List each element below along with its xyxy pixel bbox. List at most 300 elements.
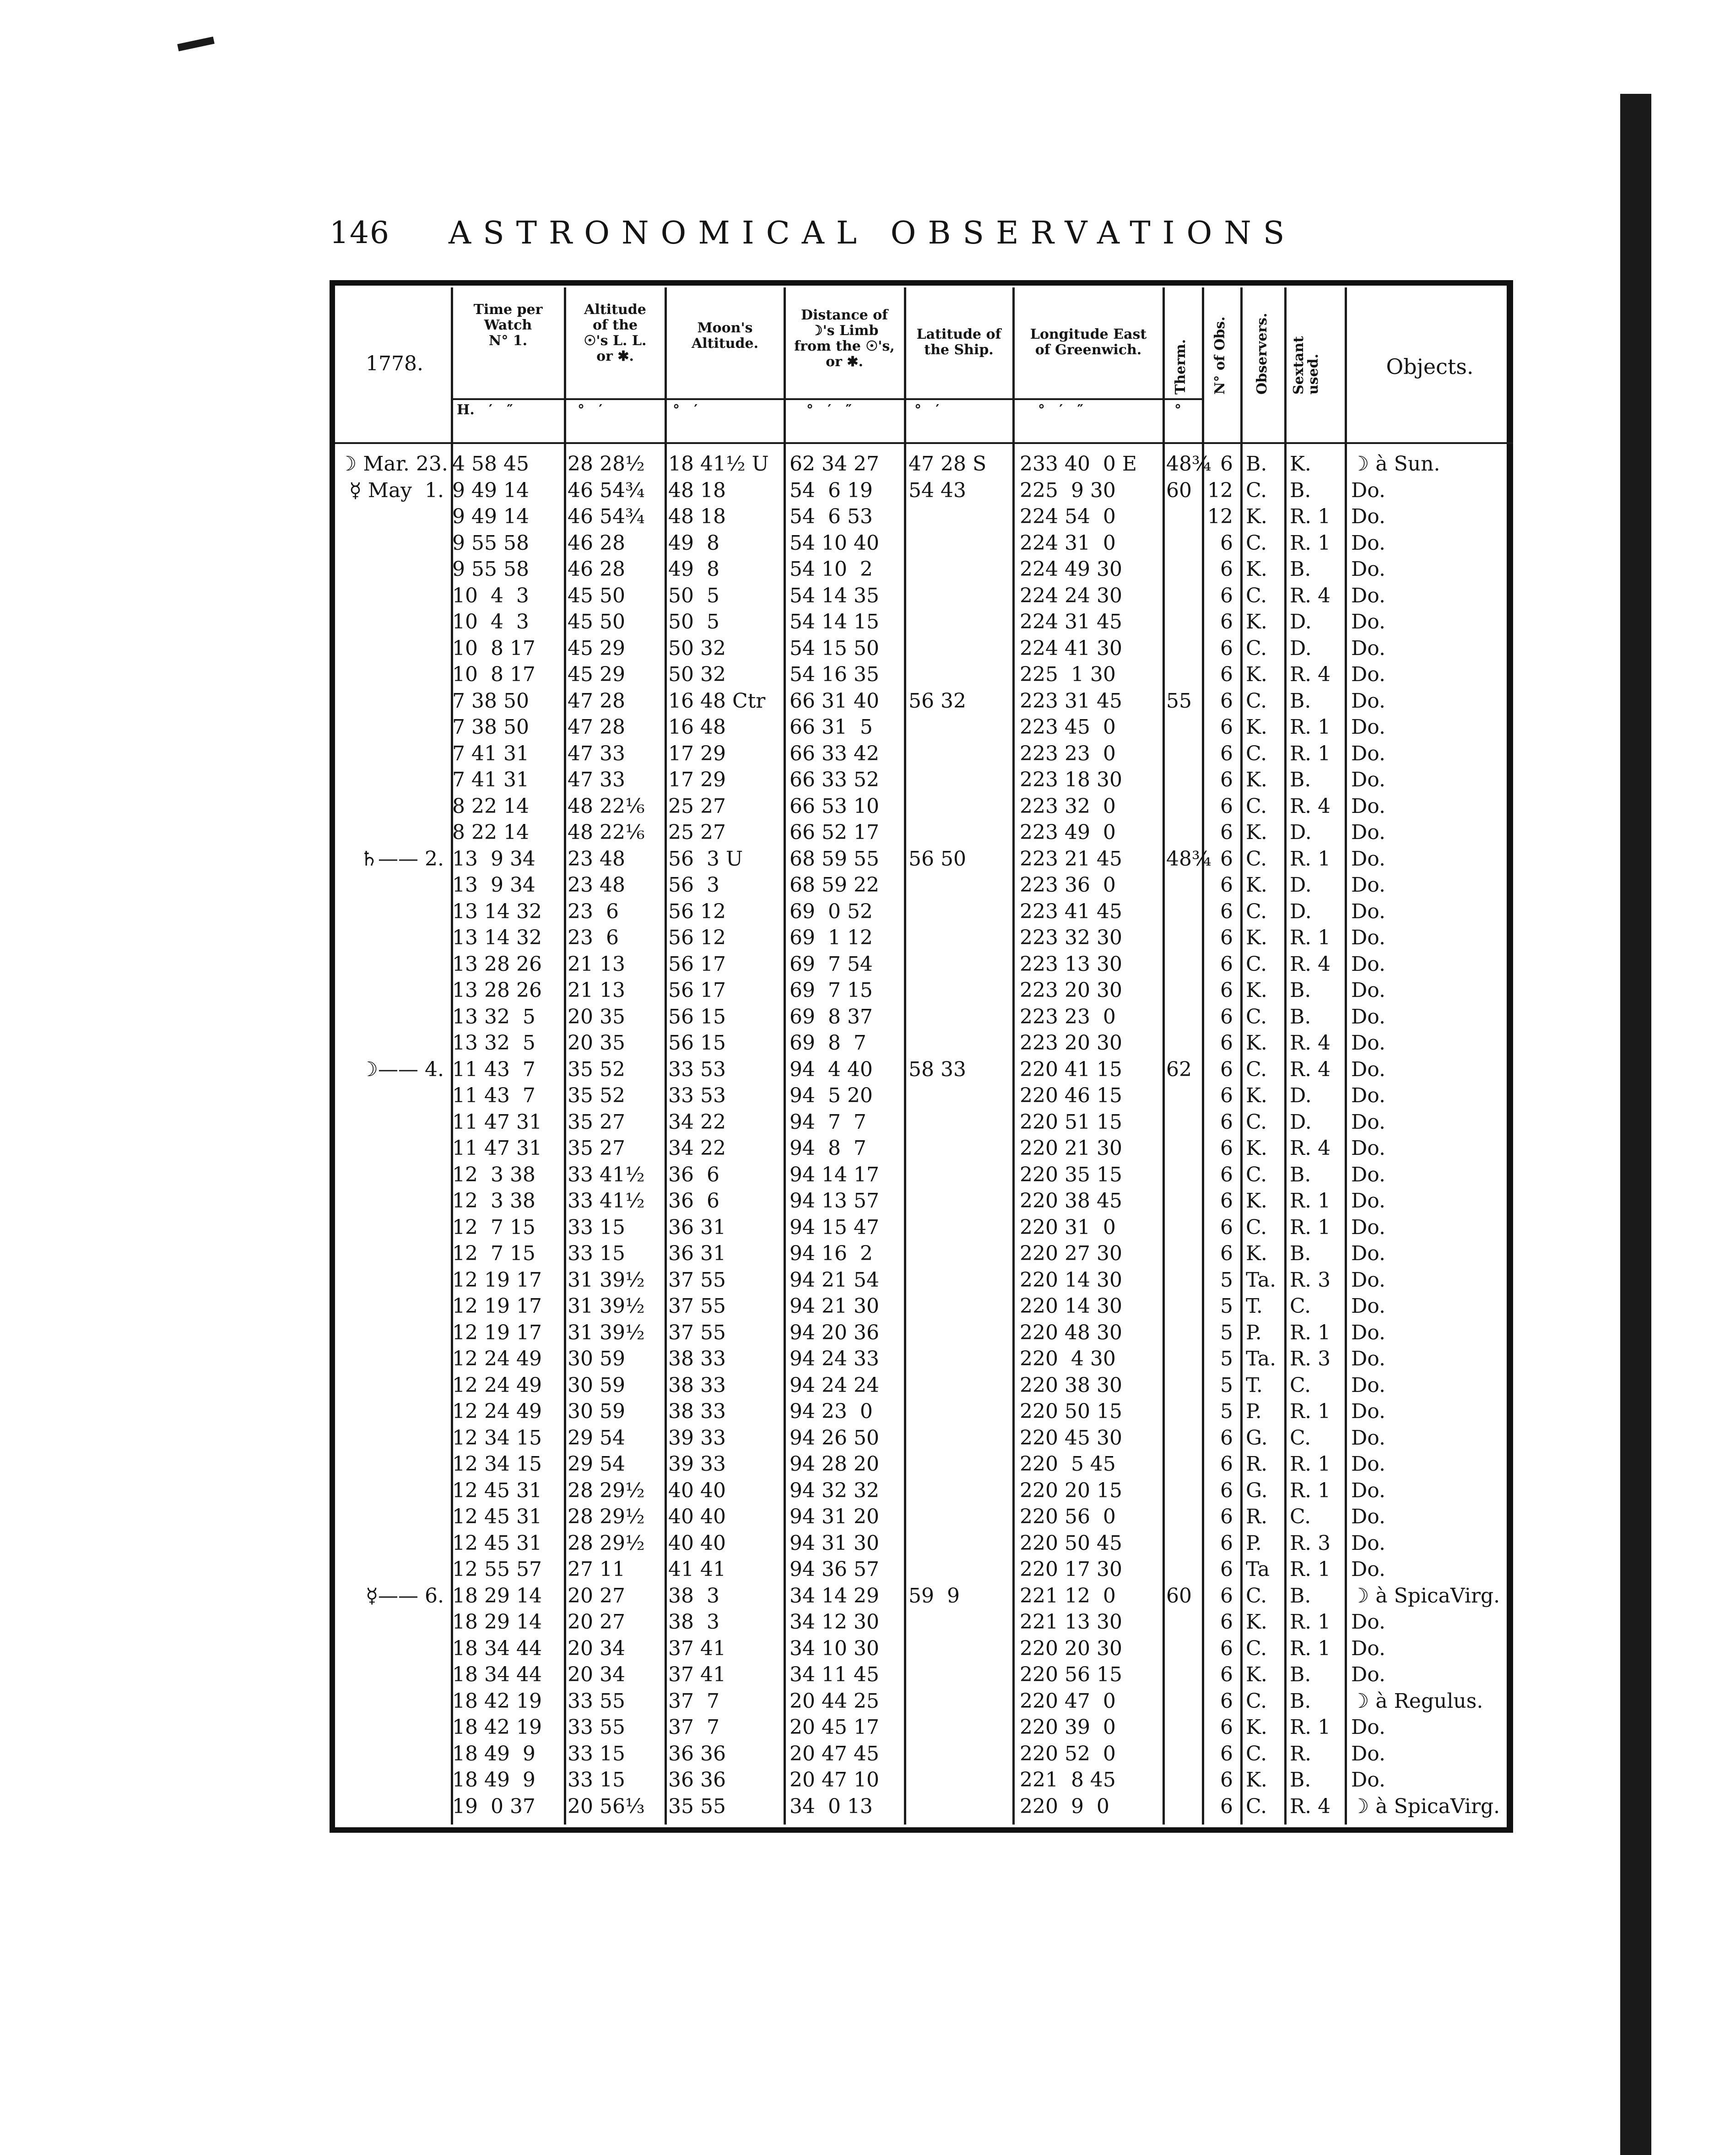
cell-no-obs: 6 bbox=[1220, 584, 1233, 607]
cell-time: 18 49 9 bbox=[452, 1768, 535, 1792]
cell-sextant: B. bbox=[1290, 1768, 1311, 1792]
cell-no-obs: 6 bbox=[1220, 1768, 1233, 1792]
cell-moon-altitude: 36 36 bbox=[668, 1742, 726, 1765]
table-row bbox=[0, 1188, 1736, 1214]
cell-distance: 69 0 52 bbox=[790, 899, 873, 923]
cell-observer: G. bbox=[1246, 1426, 1268, 1450]
cell-longitude: 223 20 30 bbox=[1020, 979, 1122, 1002]
cell-altitude: 31 39½ bbox=[568, 1268, 645, 1292]
cell-altitude: 29 54 bbox=[568, 1426, 625, 1450]
cell-longitude: 220 35 15 bbox=[1020, 1163, 1122, 1186]
cell-distance: 69 7 54 bbox=[790, 952, 873, 976]
cell-no-obs: 6 bbox=[1220, 1531, 1233, 1555]
cell-therm: 60 bbox=[1166, 478, 1192, 502]
cell-observer: C. bbox=[1246, 689, 1267, 713]
header-distance: Distance of ☽'s Limb from the ☉'s, or ✱. bbox=[794, 307, 895, 370]
cell-altitude: 28 28½ bbox=[568, 452, 645, 476]
unit-distance: ° ′ ″ bbox=[806, 402, 852, 418]
cell-time: 12 55 57 bbox=[452, 1558, 542, 1581]
cell-longitude: 220 5 45 bbox=[1020, 1452, 1116, 1476]
cell-observer: K. bbox=[1246, 715, 1267, 739]
cell-distance: 66 31 40 bbox=[790, 689, 879, 713]
table-row bbox=[0, 556, 1736, 583]
cell-distance: 94 14 17 bbox=[790, 1163, 879, 1186]
cell-sextant: B. bbox=[1290, 1242, 1311, 1265]
cell-sextant: R. 3 bbox=[1290, 1268, 1331, 1292]
unit-moon-altitude: ° ′ bbox=[673, 402, 698, 418]
cell-longitude: 220 52 0 bbox=[1020, 1742, 1116, 1765]
cell-time: 13 28 26 bbox=[452, 979, 542, 1002]
cell-longitude: 223 45 0 bbox=[1020, 715, 1116, 739]
cell-object: Do. bbox=[1351, 1558, 1385, 1581]
cell-altitude: 46 54¾ bbox=[568, 505, 645, 528]
cell-moon-altitude: 56 12 bbox=[668, 926, 726, 949]
cell-sextant: R. 4 bbox=[1290, 1031, 1331, 1055]
cell-time: 11 43 7 bbox=[452, 1084, 535, 1107]
cell-object: Do. bbox=[1351, 873, 1385, 897]
header-rule bbox=[335, 442, 1513, 444]
cell-observer: C. bbox=[1246, 478, 1267, 502]
cell-object: Do. bbox=[1351, 1321, 1385, 1344]
cell-distance: 54 14 15 bbox=[790, 610, 879, 634]
cell-no-obs: 6 bbox=[1220, 821, 1233, 844]
cell-sextant: R. 3 bbox=[1290, 1347, 1331, 1370]
cell-object: Do. bbox=[1351, 1189, 1385, 1213]
cell-time: 18 29 14 bbox=[452, 1610, 542, 1634]
cell-observer: K. bbox=[1246, 979, 1267, 1002]
cell-moon-altitude: 25 27 bbox=[668, 821, 726, 844]
cell-moon-altitude: 38 3 bbox=[668, 1610, 719, 1634]
cell-time: 12 45 31 bbox=[452, 1478, 542, 1502]
table-row bbox=[0, 661, 1736, 688]
cell-longitude: 225 9 30 bbox=[1020, 478, 1116, 502]
header-year: 1778. bbox=[366, 352, 423, 375]
cell-no-obs: 6 bbox=[1220, 979, 1233, 1002]
cell-object: Do. bbox=[1351, 1110, 1385, 1134]
cell-observer: K. bbox=[1246, 1137, 1267, 1160]
cell-distance: 68 59 22 bbox=[790, 873, 879, 897]
cell-moon-altitude: 56 15 bbox=[668, 1005, 726, 1029]
cell-sextant: R. 1 bbox=[1290, 742, 1331, 765]
cell-sextant: B. bbox=[1290, 1005, 1311, 1029]
cell-no-obs: 6 bbox=[1220, 952, 1233, 976]
unit-therm: ° bbox=[1174, 402, 1181, 418]
header-therm: Therm. bbox=[1173, 339, 1189, 395]
cell-distance: 94 13 57 bbox=[790, 1189, 879, 1213]
cell-longitude: 223 31 45 bbox=[1020, 689, 1122, 713]
cell-object: Do. bbox=[1351, 1347, 1385, 1370]
table-row bbox=[0, 925, 1736, 951]
cell-time: 9 55 58 bbox=[452, 531, 529, 555]
table-row bbox=[0, 688, 1736, 715]
cell-distance: 94 31 30 bbox=[790, 1531, 879, 1555]
cell-altitude: 33 15 bbox=[568, 1242, 625, 1265]
cell-distance: 69 7 15 bbox=[790, 979, 873, 1002]
cell-distance: 94 21 30 bbox=[790, 1294, 879, 1318]
cell-time: 12 45 31 bbox=[452, 1531, 542, 1555]
cell-sextant: R. 1 bbox=[1290, 505, 1331, 528]
cell-moon-altitude: 38 3 bbox=[668, 1584, 719, 1608]
cell-object: Do. bbox=[1351, 899, 1385, 923]
cell-no-obs: 6 bbox=[1220, 531, 1233, 555]
table-row bbox=[0, 1214, 1736, 1241]
cell-sextant: D. bbox=[1290, 1110, 1312, 1134]
cell-altitude: 33 41½ bbox=[568, 1189, 645, 1213]
cell-no-obs: 6 bbox=[1220, 1794, 1233, 1818]
cell-time: 13 14 32 bbox=[452, 926, 542, 949]
cell-altitude: 46 28 bbox=[568, 531, 625, 555]
cell-moon-altitude: 36 31 bbox=[668, 1242, 726, 1265]
table-row bbox=[0, 767, 1736, 793]
cell-observer: C. bbox=[1246, 531, 1267, 555]
cell-time: 12 19 17 bbox=[452, 1268, 542, 1292]
cell-moon-altitude: 48 18 bbox=[668, 505, 726, 528]
cell-object: Do. bbox=[1351, 663, 1385, 686]
cell-observer: C. bbox=[1246, 584, 1267, 607]
cell-sextant: R. 1 bbox=[1290, 926, 1331, 949]
cell-time: 7 41 31 bbox=[452, 768, 529, 791]
cell-longitude: 220 50 15 bbox=[1020, 1400, 1122, 1423]
cell-no-obs: 12 bbox=[1207, 505, 1233, 528]
cell-sextant: D. bbox=[1290, 821, 1312, 844]
cell-sextant: R. 1 bbox=[1290, 1189, 1331, 1213]
cell-sextant: B. bbox=[1290, 1584, 1311, 1608]
cell-moon-altitude: 37 41 bbox=[668, 1636, 726, 1660]
cell-sextant: R. 1 bbox=[1290, 1636, 1331, 1660]
cell-distance: 20 45 17 bbox=[790, 1716, 879, 1739]
cell-altitude: 30 59 bbox=[568, 1373, 625, 1397]
cell-sextant: R. 3 bbox=[1290, 1531, 1331, 1555]
cell-moon-altitude: 39 33 bbox=[668, 1452, 726, 1476]
cell-latitude: 59 9 bbox=[909, 1584, 960, 1608]
cell-sextant: R. 1 bbox=[1290, 1610, 1331, 1634]
table-row bbox=[0, 609, 1736, 635]
cell-object: Do. bbox=[1351, 1163, 1385, 1186]
cell-altitude: 20 56⅓ bbox=[568, 1794, 645, 1818]
cell-altitude: 29 54 bbox=[568, 1452, 625, 1476]
cell-altitude: 47 28 bbox=[568, 715, 625, 739]
cell-observer: K. bbox=[1246, 926, 1267, 949]
cell-moon-altitude: 37 55 bbox=[668, 1321, 726, 1344]
cell-no-obs: 5 bbox=[1220, 1321, 1233, 1344]
cell-time: 7 38 50 bbox=[452, 715, 529, 739]
cell-longitude: 220 38 45 bbox=[1020, 1189, 1122, 1213]
cell-sextant: R. 1 bbox=[1290, 715, 1331, 739]
cell-no-obs: 6 bbox=[1220, 1031, 1233, 1055]
cell-no-obs: 6 bbox=[1220, 1742, 1233, 1765]
cell-observer: K. bbox=[1246, 558, 1267, 581]
cell-altitude: 20 35 bbox=[568, 1005, 625, 1029]
cell-time: 8 22 14 bbox=[452, 794, 529, 818]
cell-distance: 66 33 52 bbox=[790, 768, 879, 791]
cell-altitude: 33 15 bbox=[568, 1742, 625, 1765]
cell-distance: 62 34 27 bbox=[790, 452, 879, 476]
cell-moon-altitude: 38 33 bbox=[668, 1347, 726, 1370]
cell-observer: C. bbox=[1246, 1742, 1267, 1765]
cell-no-obs: 6 bbox=[1220, 1689, 1233, 1713]
table-row bbox=[0, 1504, 1736, 1530]
cell-longitude: 220 45 30 bbox=[1020, 1426, 1122, 1450]
cell-sextant: B. bbox=[1290, 979, 1311, 1002]
cell-moon-altitude: 17 29 bbox=[668, 768, 726, 791]
cell-distance: 66 33 42 bbox=[790, 742, 879, 765]
header-altitude: Altitude of the ☉'s L. L. or ✱. bbox=[584, 302, 647, 364]
cell-longitude: 224 49 30 bbox=[1020, 558, 1122, 581]
cell-distance: 94 26 50 bbox=[790, 1426, 879, 1450]
row-date: ♄—— 2. bbox=[360, 847, 444, 871]
table-row bbox=[0, 1135, 1736, 1162]
cell-longitude: 220 46 15 bbox=[1020, 1084, 1122, 1107]
cell-time: 9 49 14 bbox=[452, 505, 529, 528]
cell-observer: R. bbox=[1246, 1505, 1268, 1528]
cell-sextant: B. bbox=[1290, 1163, 1311, 1186]
cell-time: 11 43 7 bbox=[452, 1057, 535, 1081]
cell-longitude: 221 12 0 bbox=[1020, 1584, 1116, 1608]
cell-observer: K. bbox=[1246, 610, 1267, 634]
cell-object: Do. bbox=[1351, 847, 1385, 871]
cell-longitude: 220 27 30 bbox=[1020, 1242, 1122, 1265]
cell-altitude: 21 13 bbox=[568, 952, 625, 976]
cell-no-obs: 6 bbox=[1220, 899, 1233, 923]
cell-object: ☽ à Regulus. bbox=[1351, 1689, 1483, 1713]
cell-longitude: 224 41 30 bbox=[1020, 636, 1122, 660]
cell-no-obs: 6 bbox=[1220, 742, 1233, 765]
cell-altitude: 27 11 bbox=[568, 1558, 625, 1581]
cell-no-obs: 6 bbox=[1220, 1057, 1233, 1081]
cell-object: Do. bbox=[1351, 1084, 1385, 1107]
table-row bbox=[0, 951, 1736, 978]
cell-object: Do. bbox=[1351, 505, 1385, 528]
cell-sextant: R. 1 bbox=[1290, 1400, 1331, 1423]
cell-sextant: R. 4 bbox=[1290, 584, 1331, 607]
cell-sextant: D. bbox=[1290, 610, 1312, 634]
cell-sextant: D. bbox=[1290, 636, 1312, 660]
cell-moon-altitude: 56 17 bbox=[668, 952, 726, 976]
header-moon-altitude: Moon's Altitude. bbox=[691, 320, 759, 352]
cell-object: Do. bbox=[1351, 1215, 1385, 1239]
cell-moon-altitude: 56 3 U bbox=[668, 847, 743, 871]
cell-longitude: 220 50 45 bbox=[1020, 1531, 1122, 1555]
cell-observer: C. bbox=[1246, 847, 1267, 871]
cell-distance: 20 44 25 bbox=[790, 1689, 879, 1713]
cell-no-obs: 6 bbox=[1220, 715, 1233, 739]
table-row bbox=[0, 1320, 1736, 1346]
cell-longitude: 224 24 30 bbox=[1020, 584, 1122, 607]
cell-object: Do. bbox=[1351, 768, 1385, 791]
cell-longitude: 220 47 0 bbox=[1020, 1689, 1116, 1713]
table-row bbox=[0, 1688, 1736, 1715]
unit-latitude: ° ′ bbox=[914, 402, 940, 418]
table-row bbox=[0, 714, 1736, 741]
cell-altitude: 30 59 bbox=[568, 1347, 625, 1370]
cell-moon-altitude: 36 36 bbox=[668, 1768, 726, 1792]
cell-observer: G. bbox=[1246, 1478, 1268, 1502]
cell-object: ☽ à SpicaVirg. bbox=[1351, 1584, 1500, 1608]
cell-object: Do. bbox=[1351, 1716, 1385, 1739]
cell-longitude: 223 13 30 bbox=[1020, 952, 1122, 976]
cell-sextant: R. 1 bbox=[1290, 1321, 1331, 1344]
cell-altitude: 47 33 bbox=[568, 768, 625, 791]
cell-distance: 94 32 32 bbox=[790, 1478, 879, 1502]
cell-time: 12 24 49 bbox=[452, 1347, 542, 1370]
cell-no-obs: 6 bbox=[1220, 1478, 1233, 1502]
cell-sextant: C. bbox=[1290, 1294, 1311, 1318]
cell-latitude: 47 28 S bbox=[909, 452, 987, 476]
cell-observer: K. bbox=[1246, 663, 1267, 686]
table-row bbox=[0, 635, 1736, 662]
cell-moon-altitude: 56 12 bbox=[668, 899, 726, 923]
cell-altitude: 35 27 bbox=[568, 1110, 625, 1134]
cell-sextant: R. 4 bbox=[1290, 1057, 1331, 1081]
table-row bbox=[0, 1767, 1736, 1793]
cell-no-obs: 6 bbox=[1220, 794, 1233, 818]
header-sextant: Sextant used. bbox=[1291, 336, 1321, 395]
cell-no-obs: 6 bbox=[1220, 663, 1233, 686]
table-row bbox=[0, 1267, 1736, 1294]
cell-no-obs: 6 bbox=[1220, 1215, 1233, 1239]
cell-time: 12 3 38 bbox=[452, 1189, 535, 1213]
cell-distance: 94 20 36 bbox=[790, 1321, 879, 1344]
cell-moon-altitude: 16 48 Ctr bbox=[668, 689, 766, 713]
cell-sextant: D. bbox=[1290, 899, 1312, 923]
cell-moon-altitude: 56 17 bbox=[668, 979, 726, 1002]
cell-distance: 54 6 53 bbox=[790, 505, 873, 528]
cell-sextant: R. bbox=[1290, 1742, 1312, 1765]
cell-longitude: 223 32 30 bbox=[1020, 926, 1122, 949]
table-row bbox=[0, 1056, 1736, 1083]
cell-observer: K. bbox=[1246, 1610, 1267, 1634]
ink-mark bbox=[177, 37, 215, 51]
cell-altitude: 23 6 bbox=[568, 926, 619, 949]
cell-moon-altitude: 25 27 bbox=[668, 794, 726, 818]
table-row bbox=[0, 1109, 1736, 1136]
cell-therm: 48¾ bbox=[1166, 847, 1211, 871]
cell-distance: 94 24 33 bbox=[790, 1347, 879, 1370]
cell-object: Do. bbox=[1351, 1137, 1385, 1160]
table-row bbox=[0, 1635, 1736, 1662]
cell-distance: 34 10 30 bbox=[790, 1636, 879, 1660]
cell-sextant: C. bbox=[1290, 1373, 1311, 1397]
page-number: 146 bbox=[330, 215, 390, 250]
cell-moon-altitude: 40 40 bbox=[668, 1531, 726, 1555]
cell-moon-altitude: 40 40 bbox=[668, 1478, 726, 1502]
cell-sextant: R. 1 bbox=[1290, 531, 1331, 555]
cell-therm: 55 bbox=[1166, 689, 1192, 713]
cell-no-obs: 6 bbox=[1220, 768, 1233, 791]
cell-moon-altitude: 16 48 bbox=[668, 715, 726, 739]
cell-object: Do. bbox=[1351, 689, 1385, 713]
cell-observer: K. bbox=[1246, 1663, 1267, 1686]
cell-time: 12 7 15 bbox=[452, 1215, 535, 1239]
cell-object: Do. bbox=[1351, 926, 1385, 949]
cell-moon-altitude: 56 15 bbox=[668, 1031, 726, 1055]
cell-no-obs: 6 bbox=[1220, 1663, 1233, 1686]
cell-moon-altitude: 50 5 bbox=[668, 584, 719, 607]
cell-observer: K. bbox=[1246, 1716, 1267, 1739]
cell-longitude: 223 23 0 bbox=[1020, 1005, 1116, 1029]
cell-altitude: 47 33 bbox=[568, 742, 625, 765]
cell-observer: C. bbox=[1246, 1689, 1267, 1713]
cell-moon-altitude: 38 33 bbox=[668, 1373, 726, 1397]
cell-object: Do. bbox=[1351, 715, 1385, 739]
cell-object: Do. bbox=[1351, 1031, 1385, 1055]
cell-altitude: 45 29 bbox=[568, 636, 625, 660]
table-row bbox=[0, 741, 1736, 767]
cell-moon-altitude: 37 41 bbox=[668, 1663, 726, 1686]
cell-time: 18 34 44 bbox=[452, 1636, 542, 1660]
header-latitude: Latitude of the Ship. bbox=[916, 326, 1001, 358]
cell-longitude: 220 14 30 bbox=[1020, 1268, 1122, 1292]
cell-no-obs: 6 bbox=[1220, 1084, 1233, 1107]
cell-object: Do. bbox=[1351, 979, 1385, 1002]
table-row bbox=[0, 1478, 1736, 1504]
table-row bbox=[0, 1398, 1736, 1425]
cell-observer: K. bbox=[1246, 1768, 1267, 1792]
cell-longitude: 224 54 0 bbox=[1020, 505, 1116, 528]
cell-object: Do. bbox=[1351, 1426, 1385, 1450]
header-observers: Observers. bbox=[1254, 313, 1270, 395]
cell-distance: 94 28 20 bbox=[790, 1452, 879, 1476]
cell-time: 7 41 31 bbox=[452, 742, 529, 765]
cell-altitude: 23 48 bbox=[568, 873, 625, 897]
cell-moon-altitude: 37 7 bbox=[668, 1689, 719, 1713]
cell-altitude: 23 6 bbox=[568, 899, 619, 923]
cell-observer: C. bbox=[1246, 1584, 1267, 1608]
cell-time: 12 19 17 bbox=[452, 1294, 542, 1318]
cell-altitude: 48 22⅙ bbox=[568, 821, 645, 844]
cell-longitude: 223 32 0 bbox=[1020, 794, 1116, 818]
cell-latitude: 56 50 bbox=[909, 847, 966, 871]
cell-no-obs: 5 bbox=[1220, 1373, 1233, 1397]
cell-time: 13 9 34 bbox=[452, 873, 535, 897]
cell-altitude: 48 22⅙ bbox=[568, 794, 645, 818]
cell-sextant: R. 4 bbox=[1290, 794, 1331, 818]
cell-no-obs: 6 bbox=[1220, 926, 1233, 949]
cell-altitude: 20 27 bbox=[568, 1610, 625, 1634]
cell-observer: C. bbox=[1246, 1005, 1267, 1029]
cell-observer: C. bbox=[1246, 794, 1267, 818]
header-rule bbox=[451, 398, 1202, 400]
cell-sextant: B. bbox=[1290, 689, 1311, 713]
cell-no-obs: 5 bbox=[1220, 1294, 1233, 1318]
cell-time: 12 3 38 bbox=[452, 1163, 535, 1186]
cell-no-obs: 6 bbox=[1220, 1110, 1233, 1134]
table-row bbox=[0, 1714, 1736, 1741]
cell-moon-altitude: 17 29 bbox=[668, 742, 726, 765]
cell-altitude: 35 52 bbox=[568, 1084, 625, 1107]
cell-moon-altitude: 40 40 bbox=[668, 1505, 726, 1528]
table-row bbox=[0, 977, 1736, 1004]
cell-moon-altitude: 56 3 bbox=[668, 873, 719, 897]
table-row bbox=[0, 1741, 1736, 1767]
table-row bbox=[0, 1083, 1736, 1109]
cell-time: 13 32 5 bbox=[452, 1005, 535, 1029]
cell-altitude: 20 27 bbox=[568, 1584, 625, 1608]
cell-no-obs: 6 bbox=[1220, 1452, 1233, 1476]
cell-time: 10 8 17 bbox=[452, 636, 535, 660]
cell-no-obs: 6 bbox=[1220, 873, 1233, 897]
cell-sextant: R. 1 bbox=[1290, 1716, 1331, 1739]
cell-object: Do. bbox=[1351, 1242, 1385, 1265]
header-longitude: Longitude East of Greenwich. bbox=[1030, 326, 1147, 358]
cell-observer: K. bbox=[1246, 873, 1267, 897]
cell-object: Do. bbox=[1351, 952, 1385, 976]
cell-moon-altitude: 49 8 bbox=[668, 531, 719, 555]
cell-moon-altitude: 36 6 bbox=[668, 1163, 719, 1186]
cell-no-obs: 6 bbox=[1220, 1505, 1233, 1528]
cell-no-obs: 6 bbox=[1220, 1426, 1233, 1450]
cell-sextant: R. 1 bbox=[1290, 1452, 1331, 1476]
